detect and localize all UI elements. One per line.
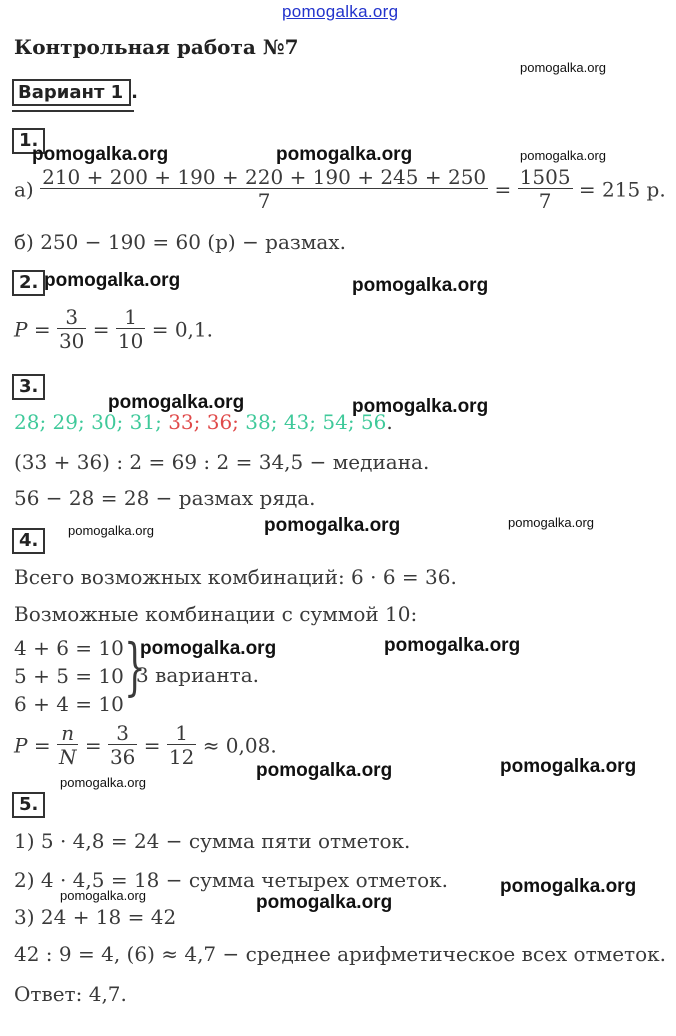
task-number-1: 1. bbox=[12, 128, 45, 154]
task3-seq-green-2: 38; 43; 54; 56 bbox=[245, 410, 387, 434]
task1-numerator: 210 + 200 + 190 + 220 + 190 + 245 + 250 bbox=[42, 165, 487, 189]
watermark: pomogalka.org bbox=[500, 756, 637, 777]
task2-n2: 1 bbox=[124, 305, 137, 329]
task4-n2: 3 bbox=[116, 721, 130, 745]
watermark: pomogalka.org bbox=[256, 760, 393, 781]
task1-fraction-2 bbox=[518, 166, 573, 213]
task4-fraction-3 bbox=[167, 722, 196, 769]
task4-d3: 12 bbox=[168, 745, 195, 769]
task2-n1: 3 bbox=[65, 305, 79, 329]
variant-underline bbox=[12, 110, 134, 112]
right-brace: } bbox=[124, 630, 146, 703]
task2-formula bbox=[14, 306, 213, 353]
variant-dot: . bbox=[131, 82, 139, 103]
watermark: pomogalka.org bbox=[384, 635, 521, 656]
task4-eq-2: = bbox=[84, 733, 102, 758]
task2-d2: 10 bbox=[117, 329, 144, 353]
watermark: pomogalka.org bbox=[44, 270, 181, 291]
variant-label: Вариант 1 bbox=[12, 79, 131, 106]
task-number-4: 4. bbox=[12, 528, 45, 554]
page-title: Контрольная работа №7 bbox=[14, 35, 299, 59]
task1-numerator-2: 1505 bbox=[519, 165, 571, 189]
task-number-3: 3. bbox=[12, 374, 45, 400]
task4-result: ≈ 0,08. bbox=[202, 733, 277, 758]
task1-result: = 215 р. bbox=[578, 177, 666, 202]
watermark: pomogalka.org bbox=[60, 775, 146, 790]
watermark: pomogalka.org bbox=[108, 392, 245, 413]
task3-seq-red: 33; 36; bbox=[168, 410, 239, 434]
top-watermark-link[interactable]: pomogalka.org bbox=[282, 2, 399, 21]
task4-n: n bbox=[61, 721, 75, 745]
task1-fraction-1 bbox=[40, 166, 488, 213]
task2-fraction-1 bbox=[57, 306, 86, 353]
task4-combo-2: 5 + 5 = 10 bbox=[14, 664, 124, 688]
task3-seq-green-1: 28; 29; 30; 31; bbox=[14, 410, 162, 434]
task4-possible-line: Возможные комбинации с суммой 10: bbox=[14, 602, 418, 626]
task4-eq-3: = bbox=[143, 733, 161, 758]
task2-fraction-2 bbox=[116, 306, 145, 353]
task4-eq-1: = bbox=[33, 733, 51, 758]
task2-result: = 0,1. bbox=[151, 317, 213, 342]
task-number-5: 5. bbox=[12, 792, 45, 818]
task5-line-3: 3) 24 + 18 = 42 bbox=[14, 905, 177, 929]
task3-range-line: 56 − 28 = 28 − размах ряда. bbox=[14, 486, 316, 510]
task5-line-4: 42 : 9 = 4, (6) ≈ 4,7 − среднее арифметическое всех отметок. bbox=[14, 942, 667, 966]
watermark: pomogalka.org bbox=[68, 523, 154, 538]
task4-d2: 36 bbox=[109, 745, 136, 769]
variant-heading bbox=[12, 82, 138, 103]
task2-d1: 30 bbox=[58, 329, 85, 353]
task4-fraction-2 bbox=[108, 722, 137, 769]
task4-n3: 1 bbox=[175, 721, 188, 745]
watermark: pomogalka.org bbox=[276, 144, 413, 165]
task4-combo-3: 6 + 4 = 10 bbox=[14, 692, 124, 716]
task-number-2: 2. bbox=[12, 270, 45, 296]
task4-N: N bbox=[58, 745, 77, 769]
watermark: pomogalka.org bbox=[256, 892, 393, 913]
task5-line-2: 2) 4 · 4,5 = 18 − сумма четырех отметок. bbox=[14, 868, 449, 892]
watermark: pomogalka.org bbox=[520, 60, 606, 75]
task2-eq: = bbox=[33, 317, 51, 342]
watermark: pomogalka.org bbox=[352, 275, 489, 296]
task4-p: P bbox=[14, 733, 28, 758]
task4-combos-note: 3 варианта. bbox=[136, 663, 259, 687]
task3-sequence bbox=[14, 410, 393, 434]
watermark: pomogalka.org bbox=[508, 515, 594, 530]
task1-denominator-2: 7 bbox=[518, 188, 573, 213]
task4-total-line: Всего возможных комбинаций: 6 · 6 = 36. bbox=[14, 565, 457, 589]
watermark: pomogalka.org bbox=[500, 876, 637, 897]
task5-line-1: 1) 5 · 4,8 = 24 − сумма пяти отметок. bbox=[14, 829, 411, 853]
task4-fraction-1 bbox=[57, 722, 79, 769]
task3-seq-end: . bbox=[386, 410, 393, 434]
watermark: pomogalka.org bbox=[60, 888, 146, 903]
task1-eq: = bbox=[494, 177, 512, 202]
watermark: pomogalka.org bbox=[32, 144, 169, 165]
watermark: pomogalka.org bbox=[352, 396, 489, 417]
task1-b-line: б) 250 − 190 = 60 (р) − размах. bbox=[14, 230, 346, 254]
task4-formula bbox=[14, 722, 277, 769]
watermark: pomogalka.org bbox=[520, 148, 606, 163]
task1-a-line bbox=[14, 166, 666, 213]
watermark: pomogalka.org bbox=[140, 638, 277, 659]
task1-a-label: а) bbox=[14, 177, 34, 202]
task4-combo-1: 4 + 6 = 10 bbox=[14, 636, 124, 660]
task3-median-line: (33 + 36) : 2 = 69 : 2 = 34,5 − медиана. bbox=[14, 450, 430, 474]
watermark: pomogalka.org bbox=[264, 515, 401, 536]
task2-eq-2: = bbox=[92, 317, 110, 342]
task5-answer: Ответ: 4,7. bbox=[14, 982, 127, 1006]
task2-p: P bbox=[14, 317, 28, 342]
task1-denominator: 7 bbox=[40, 188, 488, 213]
